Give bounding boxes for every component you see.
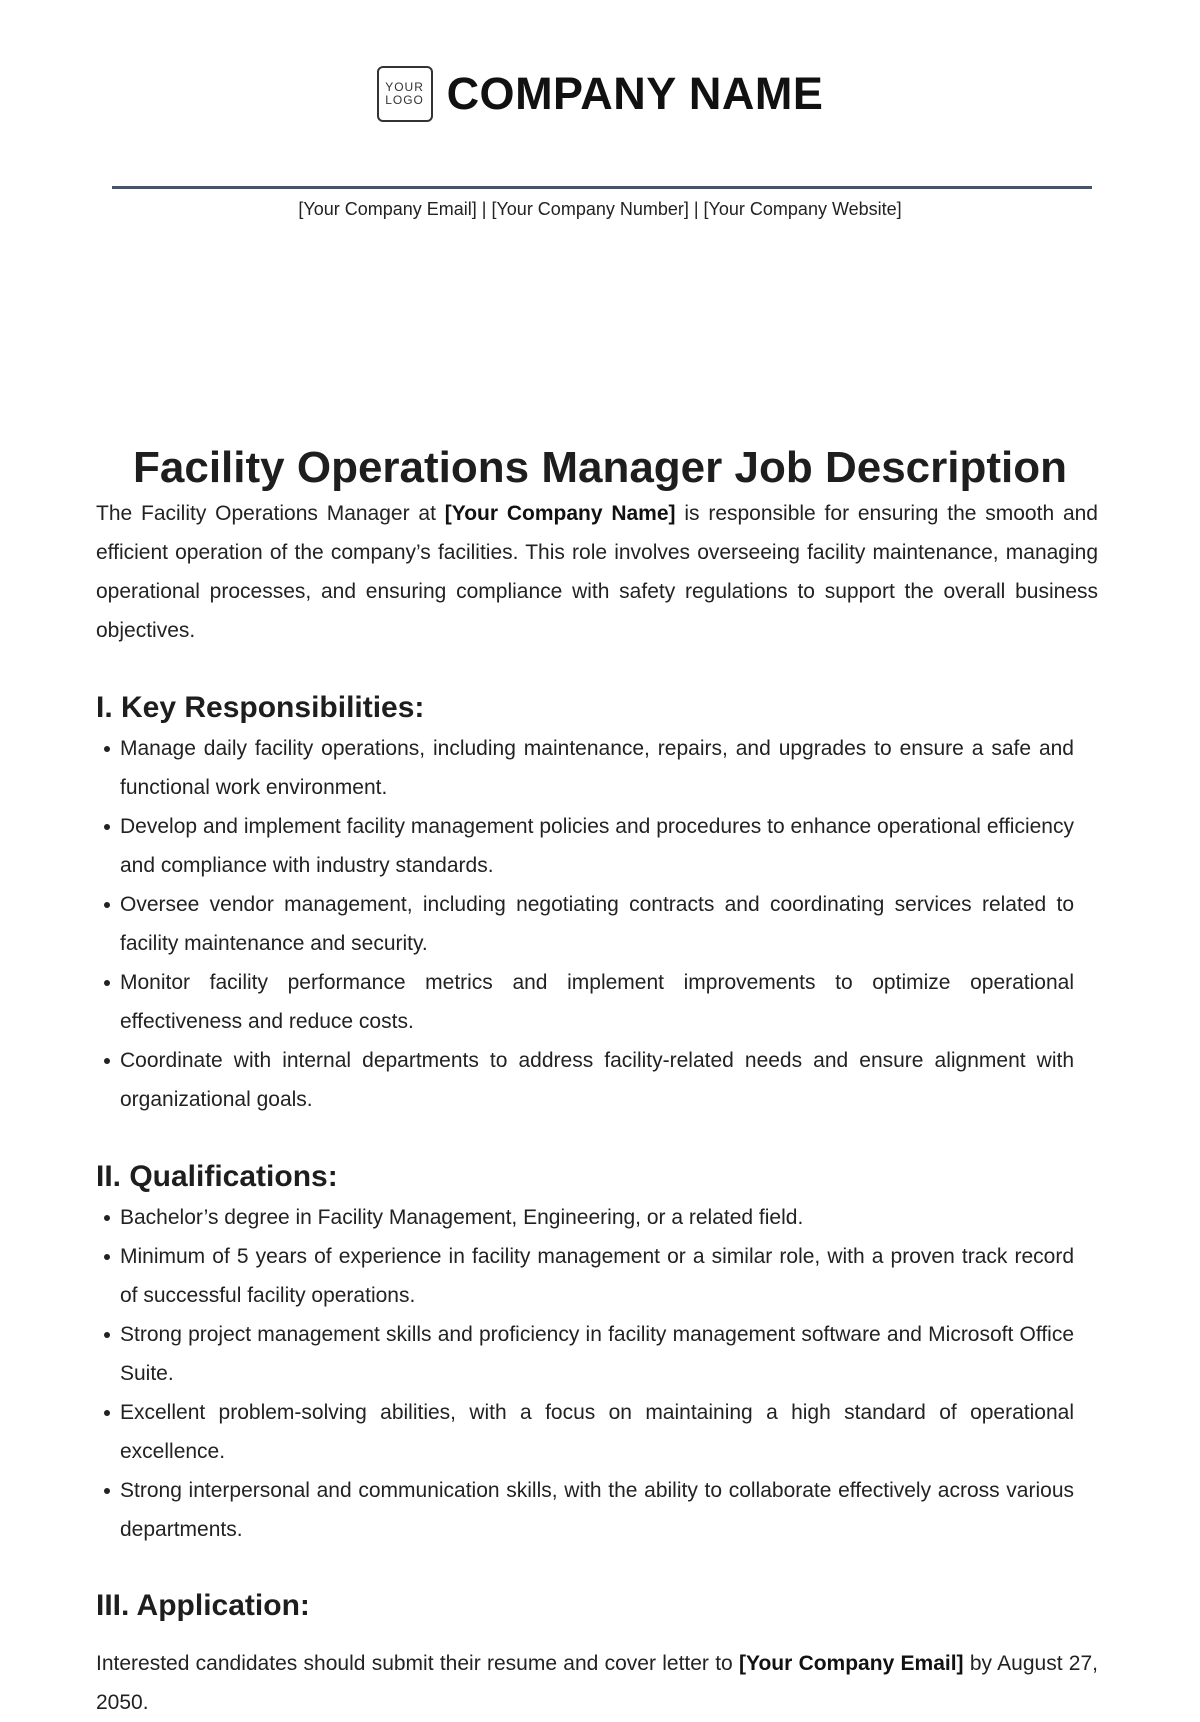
logo-placeholder-icon (377, 66, 433, 122)
application-paragraph (96, 1644, 1098, 1722)
bullet-icon (104, 1488, 110, 1494)
qualifications-list (96, 1198, 1074, 1549)
bullet-icon (104, 1215, 110, 1221)
bullet-icon (104, 746, 110, 752)
document-title: Facility Operations Manager Job Description (133, 443, 1067, 492)
bullet-icon (104, 902, 110, 908)
logo-line-1: YOUR (385, 80, 424, 94)
section-heading-application: III. Application: (96, 1589, 310, 1622)
application-email: [Your Company Email] (739, 1652, 964, 1675)
list-item-text: Strong interpersonal and communication skills, with the ability to collaborate effectively across various departments. (120, 1479, 1074, 1541)
list-item-text: Excellent problem-solving abilities, with a focus on maintaining a high standard of operational excellence. (120, 1401, 1074, 1463)
list-item (96, 1471, 1074, 1549)
list-item-text: Oversee vendor management, including negotiating contracts and coordinating services related to facility maintenance and security. (120, 893, 1074, 955)
bullet-icon (104, 980, 110, 986)
list-item-text: Bachelor’s degree in Facility Management, Engineering, or a related field. (120, 1206, 804, 1229)
list-item (96, 729, 1074, 807)
intro-paragraph (96, 494, 1098, 650)
intro-section (96, 494, 1098, 650)
list-item (96, 1237, 1074, 1315)
contact-line: [Your Company Email] | [Your Company Number] | [Your Company Website] (298, 199, 902, 219)
list-item (96, 1041, 1074, 1119)
bullet-icon (104, 1410, 110, 1416)
letterhead (0, 66, 1200, 122)
application-text-before: Interested candidates should submit their resume and cover letter to (96, 1652, 740, 1675)
intro-text-after: is responsible for ensuring the smooth and efficient operation of the company’s facilities. This role involves overseeing facility maintenance, managing operational processes, and ensuring compliance with safety regulations to support the overall business objectives. (96, 502, 1098, 642)
logo-line-2: LOGO (385, 93, 424, 107)
company-name: COMPANY NAME (446, 68, 824, 119)
application-text-after: by August 27, 2050. (96, 1652, 1099, 1714)
list-item (96, 1393, 1074, 1471)
list-item-text: Manage daily facility operations, including maintenance, repairs, and upgrades to ensure a safe and functional work environment. (120, 737, 1074, 799)
list-item (96, 807, 1074, 885)
intro-text-before: The Facility Operations Manager at (96, 502, 445, 525)
list-item (96, 1315, 1074, 1393)
header-divider (112, 186, 1092, 189)
list-item-text: Develop and implement facility management policies and procedures to enhance operational efficiency and compliance with industry standards. (120, 815, 1074, 877)
list-item (96, 963, 1074, 1041)
responsibilities-list (96, 729, 1074, 1119)
bullet-icon (104, 1332, 110, 1338)
list-item-text: Minimum of 5 years of experience in facility management or a similar role, with a proven track record of successful facility operations. (120, 1245, 1074, 1307)
list-item (96, 885, 1074, 963)
list-item-text: Strong project management skills and proficiency in facility management software and Microsoft Office Suite. (120, 1323, 1074, 1385)
intro-company-name: [Your Company Name] (444, 502, 676, 525)
section-heading-responsibilities: I. Key Responsibilities: (96, 691, 425, 724)
application-section (96, 1644, 1098, 1722)
list-item-text: Monitor facility performance metrics and implement improvements to optimize operational effectiveness and reduce costs. (120, 971, 1074, 1033)
bullet-icon (104, 824, 110, 830)
list-item (96, 1198, 1074, 1237)
list-item-text: Coordinate with internal departments to address facility-related needs and ensure alignment with organizational goals. (120, 1049, 1074, 1111)
bullet-icon (104, 1254, 110, 1260)
section-heading-qualifications: II. Qualifications: (96, 1160, 338, 1193)
bullet-icon (104, 1058, 110, 1064)
